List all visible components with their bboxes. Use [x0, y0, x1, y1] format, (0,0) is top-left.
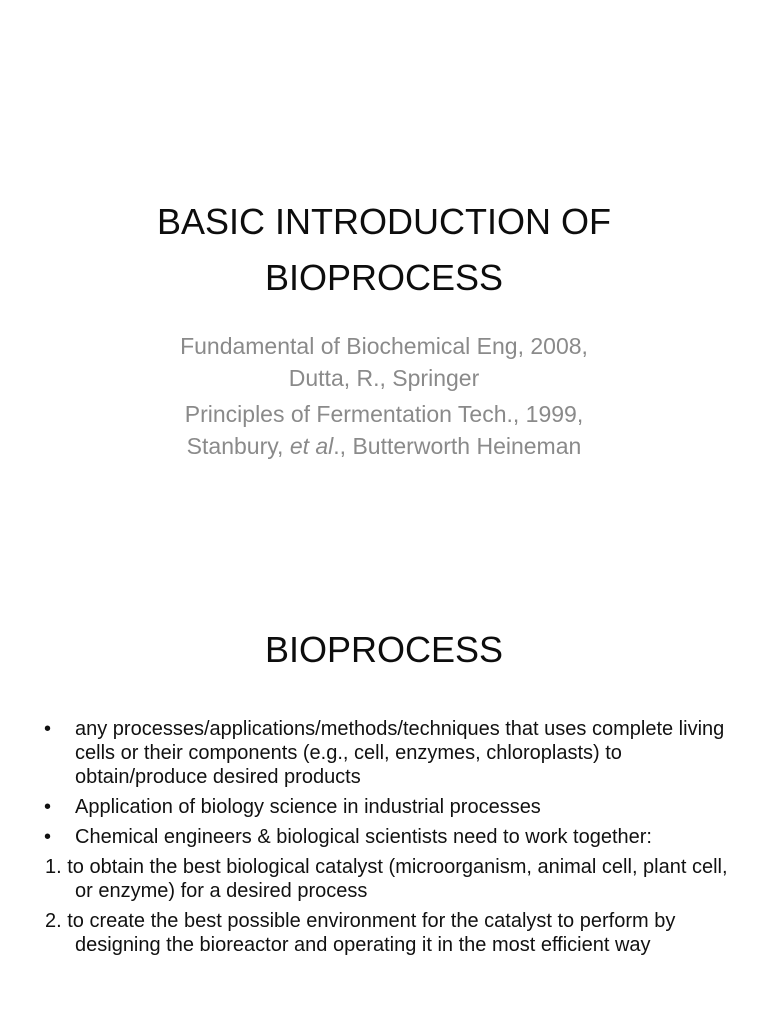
- bullet-marker: •: [44, 718, 52, 740]
- list-item: [40, 717, 740, 789]
- bullet-text: any processes/applications/methods/techniques that uses complete living cells or their components (e.g., cell, enzymes, chloroplasts) to obtain/produce desired products: [75, 718, 725, 788]
- reference-2: [0, 398, 768, 462]
- list-item: [40, 855, 740, 903]
- reference-2-line-1: Principles of Fermentation Tech., 1999,: [184, 401, 584, 427]
- numbered-text: 1. to obtain the best biological catalyst (microorganism, animal cell, plant cell, or enzyme) for a desired process: [45, 856, 728, 902]
- bullet-text: Application of biology science in industrial processes: [75, 796, 541, 818]
- reference-2-et-al: et al: [289, 433, 334, 459]
- bullet-marker: •: [44, 796, 52, 818]
- slide-2-title: BIOPROCESS: [264, 629, 504, 670]
- numbered-text: 2. to create the best possible environment for the catalyst to perform by designing the bioreactor and operating it in the most efficient way: [45, 910, 676, 956]
- reference-2-author: Stanbury,: [186, 433, 290, 459]
- reference-2-publisher: ., Butterworth Heineman: [333, 433, 582, 459]
- reference-1: [0, 330, 768, 394]
- reference-2-line-2: [0, 430, 768, 462]
- reference-1-line-2: Dutta, R., Springer: [288, 365, 480, 391]
- slide-2-body: [40, 717, 740, 963]
- bullet-text: Chemical engineers & biological scientists need to work together:: [75, 826, 652, 848]
- list-item: [40, 909, 740, 957]
- slide-1-subtitle: [0, 330, 768, 466]
- slide-1-title: [0, 194, 768, 306]
- slide-1-title-line-2: BIOPROCESS: [264, 257, 504, 298]
- list-item: [40, 825, 740, 849]
- slide-2: [0, 512, 768, 1024]
- slide-1-title-line-1: BASIC INTRODUCTION OF: [156, 201, 611, 242]
- reference-1-line-1: Fundamental of Biochemical Eng, 2008,: [180, 333, 588, 359]
- bullet-marker: •: [44, 826, 52, 848]
- list-item: [40, 795, 740, 819]
